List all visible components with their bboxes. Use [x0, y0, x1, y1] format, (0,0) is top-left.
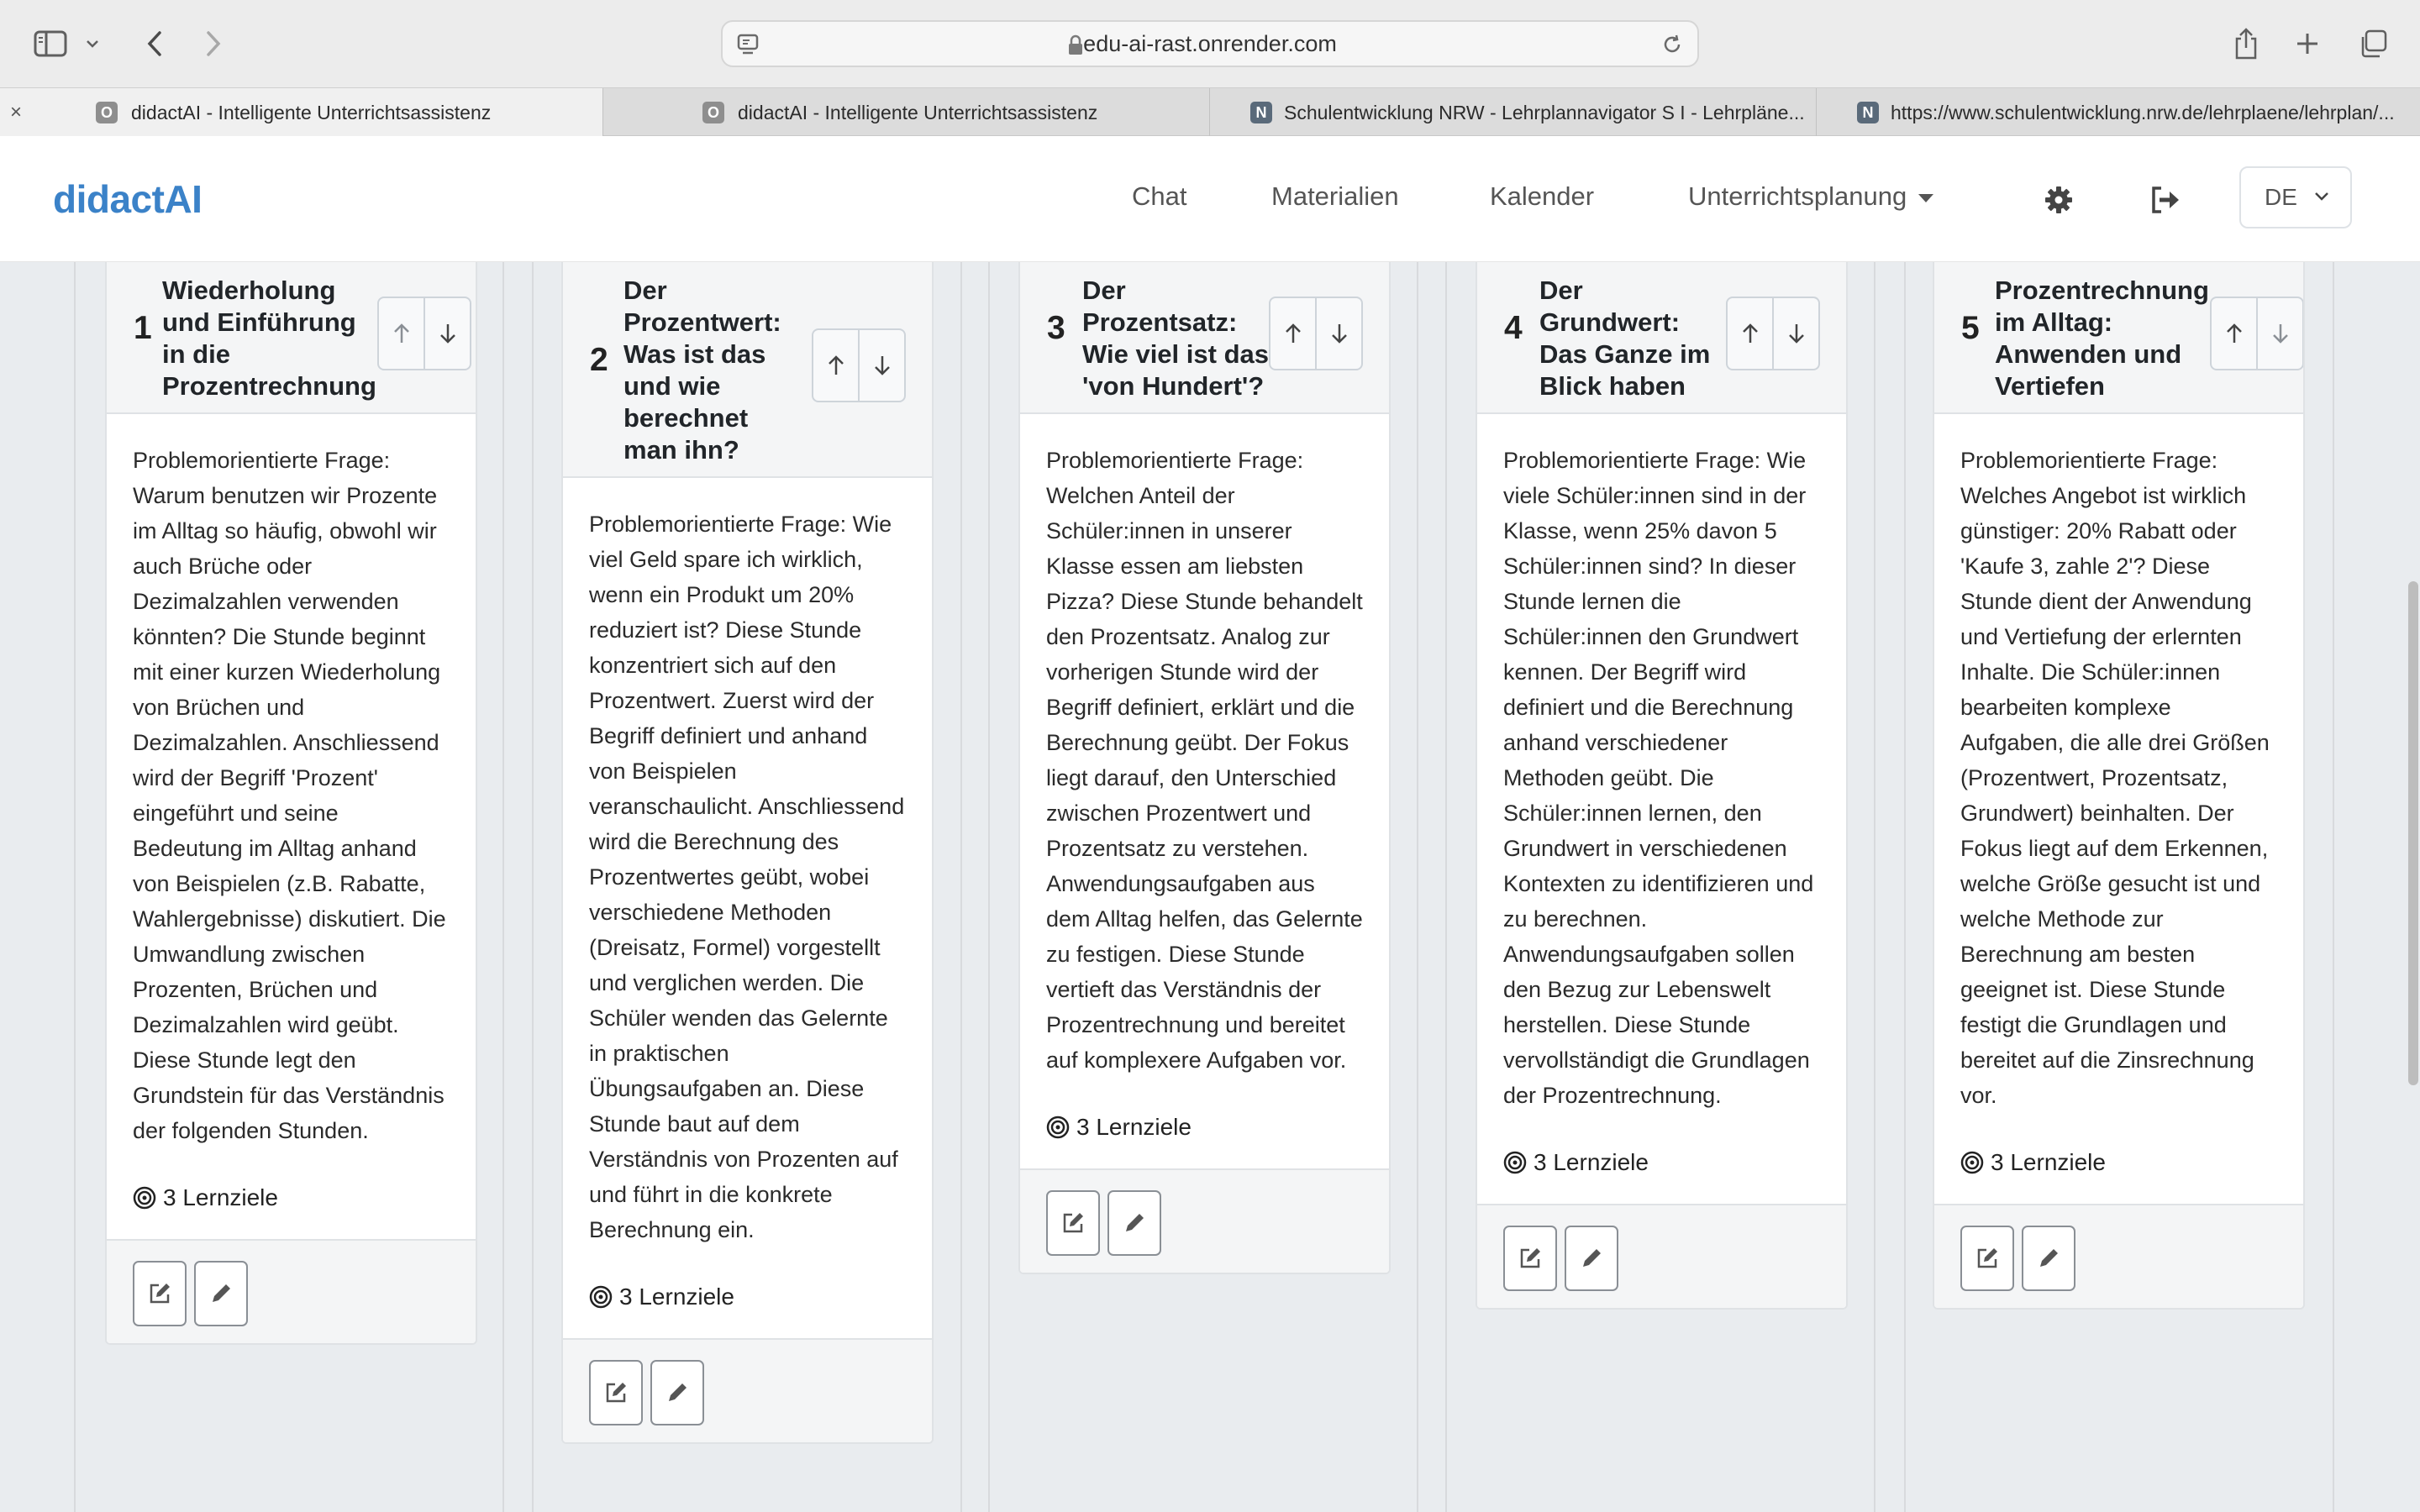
lesson-number: 3	[1047, 310, 1065, 346]
lesson-goals-label: 3 Lernziele	[1534, 1149, 1649, 1175]
lesson-column-4	[1445, 262, 1876, 1512]
pencil-icon	[1122, 1210, 1147, 1236]
arrow-up-icon	[1283, 322, 1303, 345]
lesson-card-body	[1020, 414, 1389, 1145]
edit-square-icon	[1518, 1246, 1543, 1271]
move-up-button[interactable]	[813, 330, 858, 401]
lesson-column-2	[532, 262, 962, 1512]
pencil-icon	[208, 1281, 234, 1306]
tabs-icon	[2358, 29, 2388, 59]
lesson-goals[interactable]	[1046, 1110, 1363, 1145]
back-button[interactable]	[131, 20, 178, 67]
arrow-down-icon	[1786, 322, 1807, 345]
move-up-button[interactable]	[2212, 298, 2256, 369]
sidebar-icon	[34, 30, 67, 57]
edit-button[interactable]	[1107, 1190, 1161, 1256]
lesson-card-footer	[1020, 1168, 1389, 1273]
tab-title: Schulentwicklung NRW - Lehrplannavigator S I - Lehrpläne...	[1284, 102, 1805, 123]
tab-title: didactAI - Intelligente Unterrichtsassistenz	[131, 102, 492, 123]
pencil-icon	[1579, 1246, 1604, 1271]
sidebar-menu-button[interactable]	[76, 20, 109, 67]
edit-square-icon	[603, 1380, 629, 1405]
target-icon	[1503, 1151, 1527, 1174]
lesson-title-line: Blick haben	[1539, 371, 1686, 401]
lesson-title-line: 'von Hundert'?	[1082, 371, 1265, 401]
browser-tab-2[interactable]	[603, 88, 1210, 137]
tab-title: https://www.schulentwicklung.nrw.de/lehrplaene/lehrplan/...	[1891, 102, 2395, 123]
reorder-buttons	[377, 297, 471, 370]
move-up-button[interactable]	[1270, 298, 1315, 369]
nav-link-unterrichtsplanung: Unterrichtsplanung	[1688, 181, 1907, 211]
lesson-card-body	[1477, 414, 1846, 1180]
browser-tab-3[interactable]	[1210, 88, 1817, 137]
lesson-goals[interactable]	[589, 1279, 906, 1315]
arrow-up-icon	[826, 354, 846, 377]
lesson-title-line: Grundwert:	[1539, 307, 1681, 337]
lesson-card-footer	[563, 1338, 932, 1442]
nav-link-chat[interactable]: Chat	[1132, 181, 1187, 211]
reorder-buttons	[1269, 297, 1363, 370]
arrow-down-icon	[1329, 322, 1349, 345]
arrow-up-icon	[1740, 322, 1760, 345]
chevron-down-icon	[2313, 191, 2330, 202]
lesson-title	[1539, 275, 1710, 402]
lesson-number: 2	[590, 342, 608, 378]
brand-logo[interactable]: didactAI	[53, 177, 203, 221]
chevron-right-icon	[203, 29, 224, 58]
lesson-card-5	[1933, 262, 2305, 1310]
tab-favicon: O	[702, 102, 724, 123]
edit-button[interactable]	[2022, 1226, 2075, 1291]
lesson-number: 4	[1504, 310, 1523, 346]
open-editor-button[interactable]	[1503, 1226, 1557, 1291]
arrow-up-icon	[392, 322, 412, 345]
open-editor-button[interactable]	[133, 1261, 187, 1326]
reorder-buttons	[812, 328, 906, 402]
lesson-title-line: Anwenden und	[1995, 339, 2182, 369]
lesson-number: 5	[1961, 310, 1980, 346]
lesson-title-line: Vertiefen	[1995, 371, 2105, 401]
move-down-button[interactable]	[424, 298, 470, 369]
arrow-down-icon	[2270, 322, 2291, 345]
lesson-title-line: Prozentwert:	[623, 307, 781, 337]
lesson-planning-area	[0, 262, 2420, 1512]
lesson-title-line: Der	[1539, 276, 1583, 305]
lesson-card-header	[1477, 262, 1846, 414]
nav-link-kalender[interactable]: Kalender	[1490, 181, 1595, 211]
new-tab-button[interactable]	[2284, 20, 2331, 67]
lesson-title-line: Prozentrechnung	[162, 371, 376, 401]
target-icon	[133, 1186, 156, 1210]
lesson-goals[interactable]	[133, 1180, 450, 1215]
logout-icon[interactable]	[2149, 185, 2181, 215]
lesson-title-line: Was ist das	[623, 339, 766, 369]
lesson-goals[interactable]	[1960, 1145, 2277, 1180]
open-editor-button[interactable]	[589, 1360, 643, 1425]
move-up-button[interactable]	[1728, 298, 1772, 369]
lesson-card-body	[1934, 414, 2303, 1180]
arrow-down-icon	[872, 354, 892, 377]
lesson-number: 1	[134, 310, 152, 346]
chevron-down-icon	[85, 39, 100, 49]
arrow-up-icon	[2224, 322, 2244, 345]
lesson-title-line: in die	[162, 339, 230, 369]
lesson-title-line: im Alltag:	[1995, 307, 2113, 337]
lesson-title	[1082, 275, 1269, 402]
lesson-card-3	[1018, 262, 1391, 1274]
pencil-icon	[665, 1380, 690, 1405]
share-button[interactable]	[2223, 20, 2270, 67]
language-select[interactable]	[2239, 166, 2352, 228]
tab-title: didactAI - Intelligente Unterrichtsassistenz	[738, 102, 1098, 123]
lesson-title	[162, 275, 376, 402]
lesson-card-header	[1020, 262, 1389, 414]
url-text: edu-ai-rast.onrender.com	[1083, 31, 1337, 56]
lesson-column-5	[1904, 262, 2334, 1512]
lesson-description: Problemorientierte Frage: Wie viele Schüler:innen sind in der Klasse, wenn 25% davon 5 Schüler:innen sind? In dieser Stunde lernen die Schüler:innen den Grundwert kennen. Der Begriff wird definiert und die Berechnung anhand verschiedener Methoden geübt. Die Schüler:innen lernen, den Grundwert in verschiedenen Kontexten zu identifizieren und zu berechnen. Anwendungsaufgaben sollen den Bezug zur Lebenswelt herstellen. Diese Stunde vervollständigt die Grundlagen der Prozentrechnung.	[1503, 448, 1814, 1108]
tab-favicon: O	[96, 102, 118, 123]
move-down-button[interactable]	[858, 330, 904, 401]
edit-square-icon	[1975, 1246, 2000, 1271]
reorder-buttons	[2210, 297, 2304, 370]
lesson-title-line: und Einführung	[162, 307, 356, 337]
app-navbar	[0, 136, 2420, 262]
edit-button[interactable]	[650, 1360, 704, 1425]
browser-tab-1[interactable]	[0, 88, 603, 137]
sidebar-toggle-button[interactable]	[27, 20, 74, 67]
edit-square-icon	[147, 1281, 172, 1306]
lesson-goals-label: 3 Lernziele	[1991, 1149, 2106, 1175]
plus-icon	[2295, 31, 2320, 56]
page-scrollbar[interactable]	[2408, 581, 2418, 1085]
edit-button[interactable]	[194, 1261, 248, 1326]
close-tab-icon[interactable]: ×	[10, 101, 23, 123]
reorder-buttons	[1726, 297, 1820, 370]
open-editor-button[interactable]	[1960, 1226, 2014, 1291]
lesson-title-line: Der	[623, 276, 667, 305]
lesson-card-footer	[107, 1239, 476, 1343]
lesson-card-header	[107, 262, 476, 414]
language-value: DE	[2265, 184, 2297, 210]
lesson-title	[1995, 275, 2209, 402]
target-icon	[589, 1285, 613, 1309]
chevron-left-icon	[145, 29, 165, 58]
arrow-down-icon	[438, 322, 458, 345]
browser-tab-4[interactable]	[1817, 88, 2420, 137]
tab-bar	[0, 87, 2420, 136]
lesson-card-body	[563, 478, 932, 1315]
move-down-button[interactable]	[1772, 298, 1818, 369]
lesson-card-4	[1476, 262, 1848, 1310]
lesson-title-line: berechnet	[623, 403, 749, 433]
address-bar[interactable]	[721, 20, 1699, 67]
pencil-icon	[2036, 1246, 2061, 1271]
lesson-description: Problemorientierte Frage: Welchen Anteil der Schüler:innen in unserer Klasse essen am liebsten Pizza? Diese Stunde behandelt den Prozentsatz. Analog zur vorherigen Stunde wird der Begriff definiert, erklärt und die Berechnung geübt. Der Fokus liegt darauf, den Unterschied zwischen Prozentwert und Prozentsatz zu verstehen. Anwendungsaufgaben aus dem Alltag helfen, das Gelernte zu festigen. Diese Stunde vertieft das Verständnis der Prozentrechnung und bereitet auf komplexere Aufgaben vor.	[1046, 448, 1363, 1073]
move-down-button[interactable]	[2256, 298, 2302, 369]
lesson-description: Problemorientierte Frage: Wie viel Geld spare ich wirklich, wenn ein Produkt um 20% reduziert ist? Diese Stunde konzentriert sich auf den Prozentwert. Zuerst wird der Begriff definiert und anhand von Beispielen veranschaulicht. Anschliessend wird die Berechnung des Prozentwertes geübt, wobei verschiedene Methoden (Dreisatz, Formel) vorgestellt und verglichen werden. Die Schüler wenden das Gelernte in praktischen Übungsaufgaben an. Diese Stunde baut auf dem Verständnis von Prozenten auf und führt in die konkrete Berechnung ein.	[589, 512, 905, 1242]
lesson-card-body	[107, 414, 476, 1215]
lesson-goals-label: 3 Lernziele	[619, 1284, 734, 1310]
lesson-card-footer	[1477, 1204, 1846, 1308]
lesson-description: Problemorientierte Frage: Welches Angebot ist wirklich günstiger: 20% Rabatt oder 'Kaufe 3, zahle 2'? Diese Stunde dient der Anwendung und Vertiefung der erlernten Inhalte. Die Schüler:innen bearbeiten komplexe Aufgaben, die alle drei Größen (Prozentwert, Prozentsatz, Grundwert) beinhalten. Der Fokus liegt auf dem Erkennen, welche Größe gesucht ist und welche Methode zur Berechnung am besten geeignet ist. Diese Stunde festigt die Grundlagen und bereitet auf die Zinsrechnung vor.	[1960, 448, 2270, 1108]
caret-down-icon	[1918, 194, 1933, 202]
lesson-title	[623, 275, 781, 466]
lesson-goals-label: 3 Lernziele	[1076, 1114, 1192, 1140]
lesson-goals-label: 3 Lernziele	[163, 1184, 278, 1210]
lesson-title-line: man ihn?	[623, 435, 739, 465]
tab-favicon: N	[1250, 102, 1272, 123]
open-editor-button[interactable]	[1046, 1190, 1100, 1256]
forward-button[interactable]	[190, 20, 237, 67]
nav-dropdown-unterrichtsplanung[interactable]	[1688, 181, 1933, 212]
lesson-title-line: Wiederholung	[162, 276, 336, 305]
tab-overview-button[interactable]	[2349, 20, 2396, 67]
nav-link-materialien[interactable]: Materialien	[1271, 181, 1399, 211]
reload-icon[interactable]	[1660, 33, 1684, 56]
browser-toolbar	[0, 0, 2420, 87]
lesson-goals[interactable]	[1503, 1145, 1820, 1180]
edit-button[interactable]	[1565, 1226, 1618, 1291]
lesson-description: Problemorientierte Frage: Warum benutzen wir Prozente im Alltag so häufig, obwohl wir auch Brüche oder Dezimalzahlen verwenden könnten? Die Stunde beginnt mit einer kurzen Wiederholung von Brüchen und Dezimalzahlen. Anschliessend wird der Begriff 'Prozent' eingeführt und seine Bedeutung im Alltag anhand von Beispielen (z.B. Rabatte, Wahlergebnisse) diskutiert. Die Umwandlung zwischen Prozenten, Brüchen und Dezimalzahlen wird geübt. Diese Stunde legt den Grundstein für das Verständnis der folgenden Stunden.	[133, 448, 446, 1143]
lesson-card-1	[105, 262, 477, 1345]
lesson-title-line: Das Ganze im	[1539, 339, 1711, 369]
edit-square-icon	[1060, 1210, 1086, 1236]
move-up-button[interactable]	[379, 298, 424, 369]
lesson-title-line: Der	[1082, 276, 1126, 305]
move-down-button[interactable]	[1315, 298, 1361, 369]
lesson-card-header	[563, 262, 932, 478]
target-icon	[1960, 1151, 1984, 1174]
lesson-column-3	[988, 262, 1418, 1512]
lesson-title-line: Prozentrechnung	[1995, 276, 2209, 305]
lesson-title-line: und wie	[623, 371, 721, 401]
tab-favicon: N	[1857, 102, 1879, 123]
target-icon	[1046, 1116, 1070, 1139]
lesson-column-1	[74, 262, 504, 1512]
share-icon	[2233, 27, 2260, 60]
lesson-card-2	[561, 262, 934, 1444]
gear-icon[interactable]	[2044, 185, 2074, 215]
lesson-title-line: Wie viel ist das	[1082, 339, 1269, 369]
lesson-card-footer	[1934, 1204, 2303, 1308]
lesson-card-header	[1934, 262, 2303, 414]
lesson-title-line: Prozentsatz:	[1082, 307, 1238, 337]
